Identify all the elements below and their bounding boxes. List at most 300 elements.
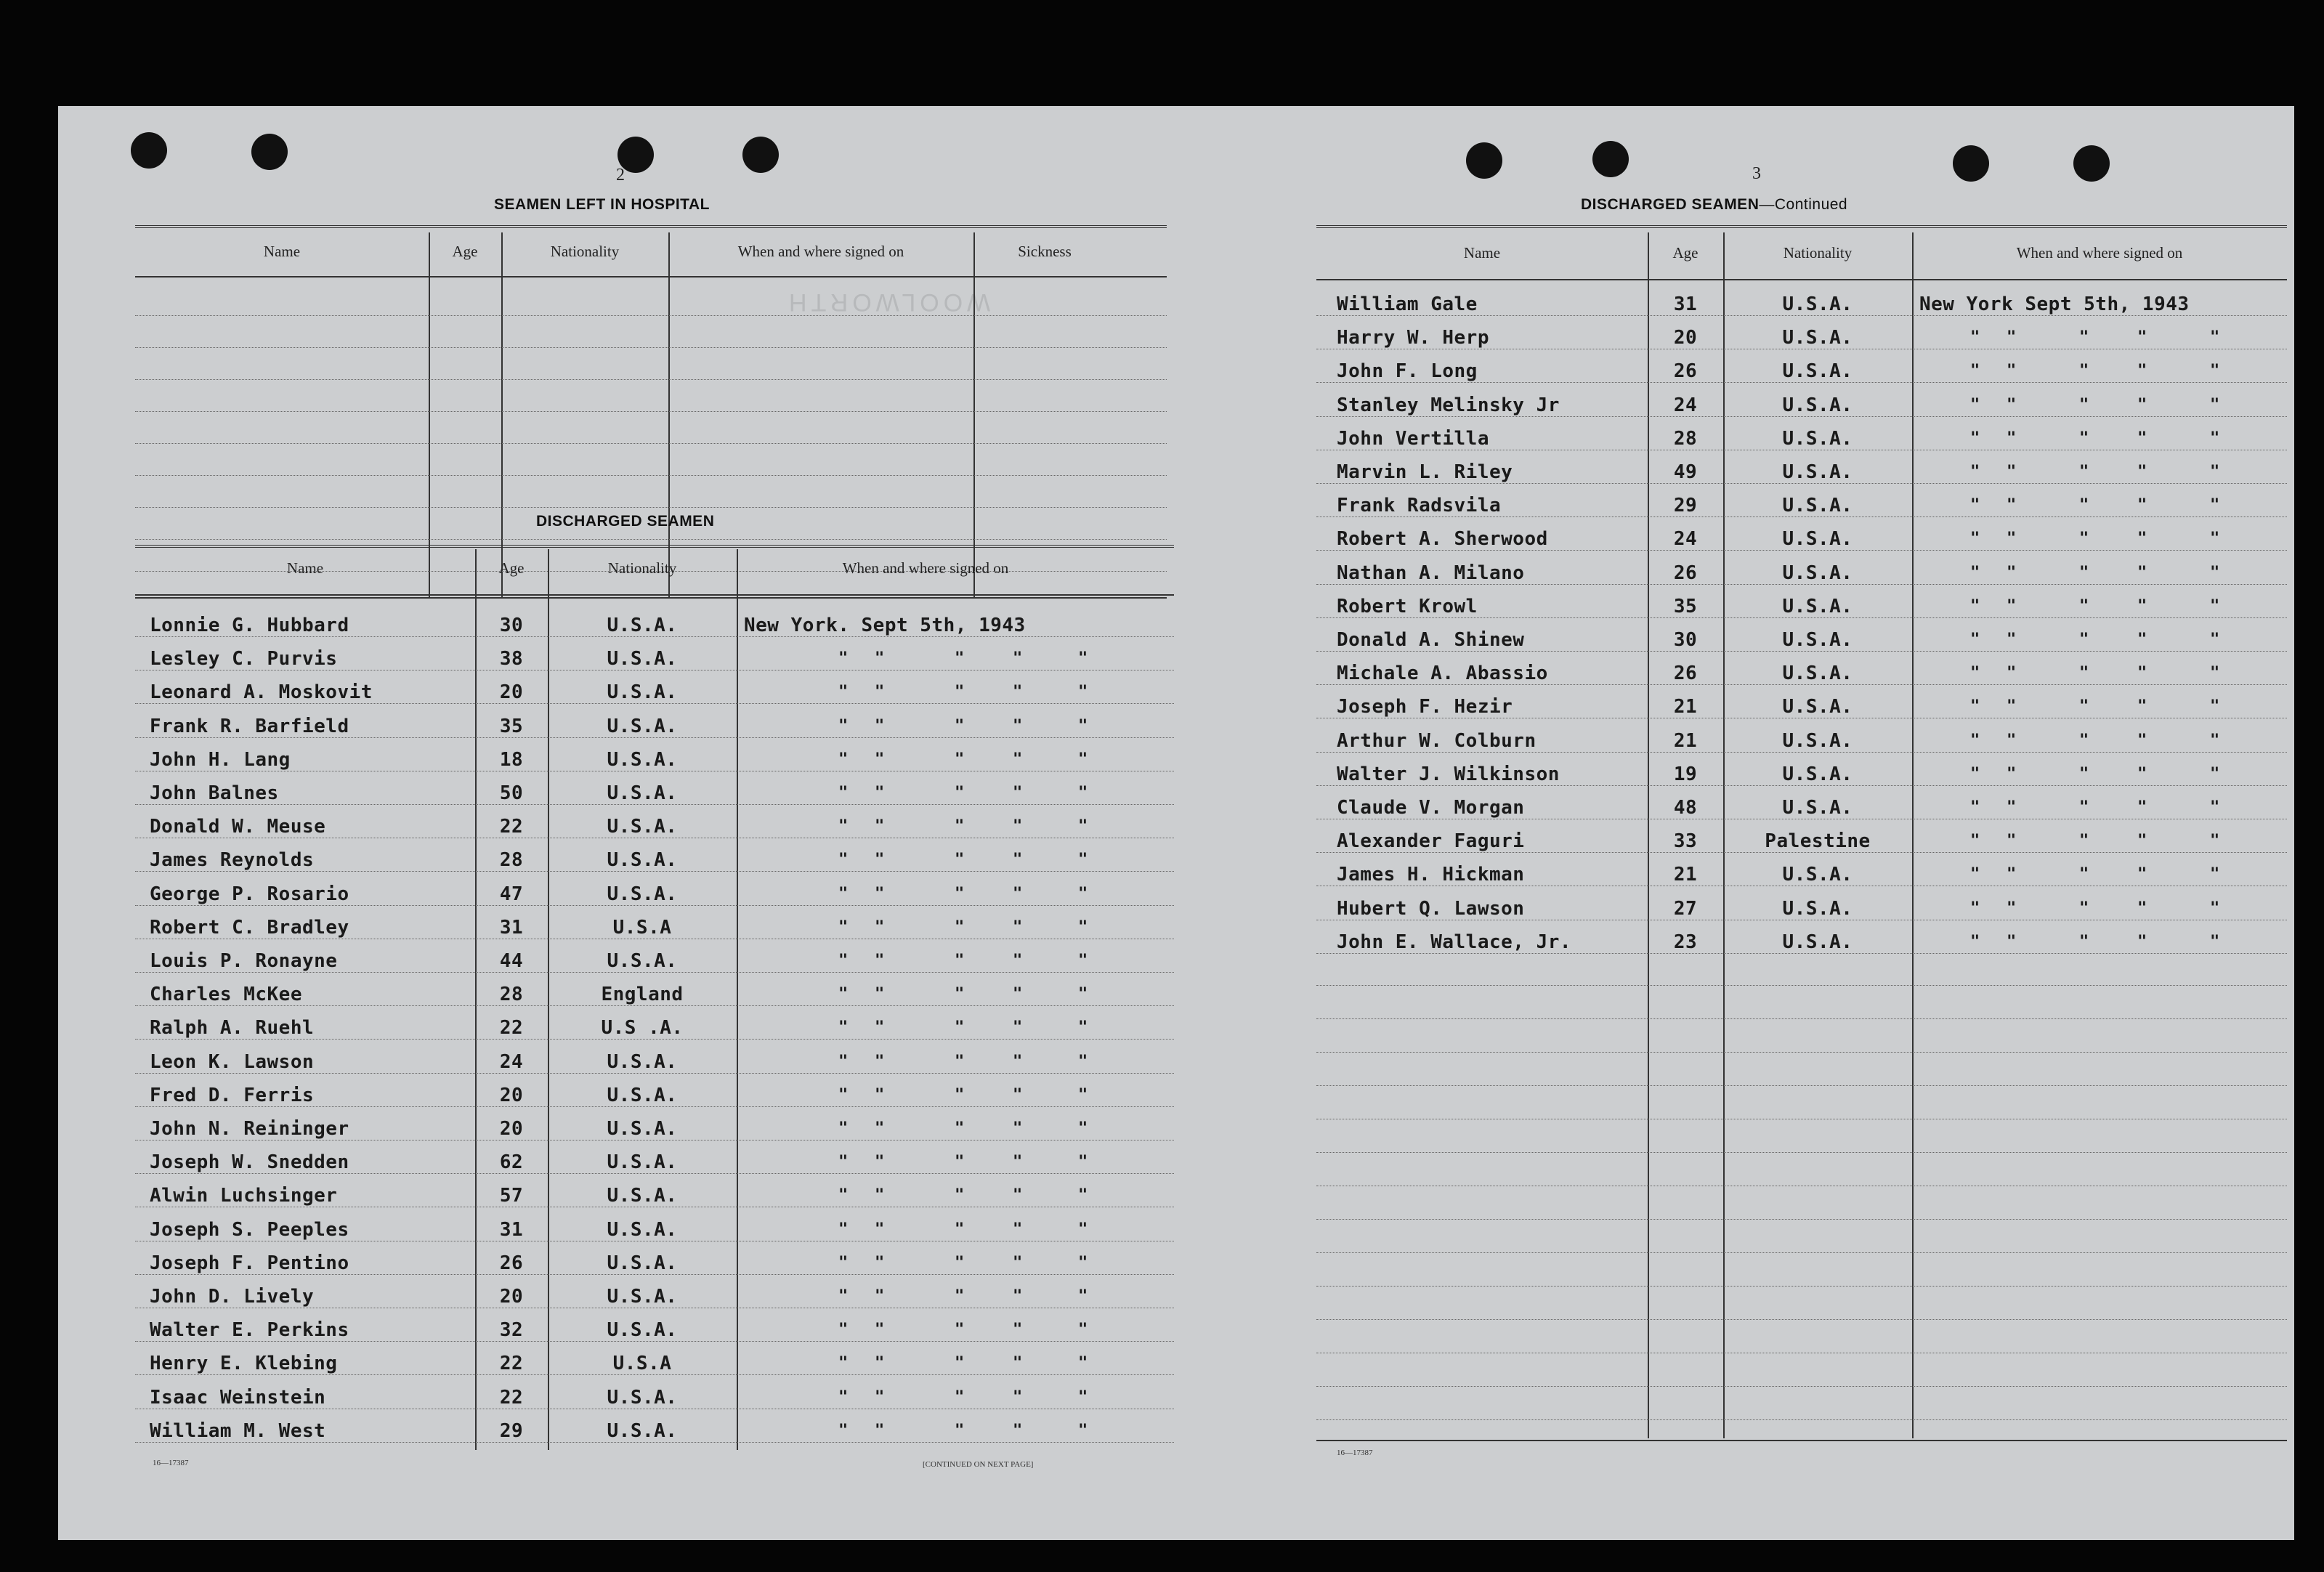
seaman-nationality: U.S.A. [1782,562,1853,584]
column-header-age: Age [452,243,478,260]
ditto-mark: " [1970,764,1980,783]
seaman-age: 24 [1673,528,1698,551]
seaman-nationality: U.S.A. [607,681,678,704]
ditto-mark: " [1970,731,1980,750]
ditto-mark: " [875,1387,885,1406]
ditto-mark: " [875,784,885,802]
ditto-mark: " [2007,631,2017,649]
row-rule [1316,953,2287,954]
seaman-age: 35 [1673,595,1698,617]
ditto-mark: " [1013,649,1023,668]
ditto-mark: " [2079,563,2089,582]
seaman-age: 31 [499,916,524,939]
ditto-mark: " [2137,932,2147,951]
seaman-name: Joseph S. Peeples [150,1218,349,1241]
seaman-nationality: U.S.A [612,1353,672,1375]
ditto-mark: " [2137,899,2147,917]
ditto-mark: " [2210,463,2220,481]
row-rule [1316,684,2287,685]
seaman-name: John H. Lang [150,748,291,771]
seaman-nationality: U.S.A. [1782,763,1853,785]
table-top-rule [135,545,1174,548]
seaman-nationality: U.S.A. [607,1252,678,1274]
ditto-mark: " [2210,664,2220,683]
ditto-mark: " [1013,750,1023,769]
seaman-nationality: U.S.A. [607,1286,678,1308]
ditto-mark: " [1970,832,1980,851]
ditto-mark: " [875,1186,885,1205]
ditto-mark: " [1013,884,1023,903]
seaman-age: 20 [499,1084,524,1106]
seaman-nationality: U.S .A. [601,1017,684,1040]
ditto-mark: " [2007,664,2017,683]
ditto-mark: " [2079,899,2089,917]
seaman-age: 62 [499,1151,524,1174]
ditto-mark: " [2079,328,2089,347]
blank-row-rule [135,411,1167,412]
row-rule [135,871,1174,872]
seaman-nationality: U.S.A. [1782,729,1853,752]
column-header-nationality: Nationality [1783,244,1853,262]
column-divider [973,232,975,599]
row-rule [135,1274,1174,1275]
ditto-mark: " [955,952,965,970]
ditto-mark: " [1078,851,1088,870]
ditto-mark: " [2210,362,2220,381]
blank-row-rule [135,379,1167,380]
seaman-name: Marvin L. Riley [1337,461,1513,483]
ditto-mark: " [955,985,965,1004]
ditto-mark: " [1078,1354,1088,1373]
seaman-age: 49 [1673,461,1698,483]
ditto-mark: " [838,1085,849,1104]
page-title [1581,196,1847,214]
ditto-mark: " [838,649,849,668]
ditto-mark: " [838,1387,849,1406]
ditto-mark: " [2007,798,2017,817]
seaman-nationality: U.S.A. [1782,931,1853,953]
row-rule [135,1442,1174,1443]
seaman-age: 23 [1673,931,1698,953]
ditto-mark: " [2137,631,2147,649]
ditto-mark: " [875,1321,885,1340]
ditto-mark: " [1013,1153,1023,1172]
row-rule [1316,315,2287,316]
seaman-nationality: U.S.A. [1782,528,1853,551]
seaman-age: 28 [1673,427,1698,450]
ditto-mark: " [955,884,965,903]
ditto-mark: " [955,1321,965,1340]
seaman-nationality: U.S.A. [1782,797,1853,819]
column-divider [1912,232,1914,1438]
ditto-mark: " [2079,496,2089,515]
ditto-mark: " [2210,865,2220,884]
blank-row-rule [1316,1386,2287,1387]
seaman-name: George P. Rosario [150,883,349,905]
ditto-mark: " [1013,1287,1023,1305]
seaman-nationality: U.S.A. [1782,663,1853,685]
ditto-mark: " [2137,764,2147,783]
ditto-mark: " [838,1253,849,1272]
seaman-name: Frank R. Barfield [150,715,349,737]
ditto-mark: " [2210,530,2220,548]
ditto-mark: " [2137,731,2147,750]
seaman-name: William Gale [1337,293,1478,315]
ditto-mark: " [1013,1018,1023,1037]
column-header-age: Age [498,559,525,577]
ditto-mark: " [955,1018,965,1037]
header-rule [135,276,1167,277]
seaman-age: 21 [1673,729,1698,752]
seaman-age: 28 [499,984,524,1006]
row-rule [135,1374,1174,1375]
seaman-name: Robert Krowl [1337,595,1478,617]
ditto-mark: " [2210,596,2220,615]
seaman-name: Henry E. Klebing [150,1353,338,1375]
ditto-mark: " [2210,328,2220,347]
seaman-age: 57 [499,1185,524,1207]
ditto-mark: " [838,1052,849,1071]
row-rule [135,737,1174,738]
ditto-mark: " [2007,764,2017,783]
ditto-mark: " [838,917,849,936]
ditto-mark: " [1078,817,1088,836]
row-rule [135,636,1174,637]
seaman-age: 18 [499,748,524,771]
ditto-mark: " [1013,1253,1023,1272]
ditto-mark: " [875,1354,885,1373]
ditto-mark: " [875,1119,885,1138]
seaman-name: Isaac Weinstein [150,1386,326,1409]
page-title-main: DISCHARGED SEAMEN [1581,196,1760,213]
ditto-mark: " [2079,731,2089,750]
discharged-section-title: DISCHARGED SEAMEN [536,513,715,530]
ditto-mark: " [1970,463,1980,481]
seaman-nationality: U.S.A. [607,1118,678,1140]
ditto-mark: " [2079,664,2089,683]
seaman-age: 26 [1673,562,1698,584]
ditto-mark: " [955,851,965,870]
seaman-age: 20 [499,1286,524,1308]
ditto-mark: " [875,1287,885,1305]
seaman-nationality: U.S.A. [607,1050,678,1073]
ditto-mark: " [2210,395,2220,414]
ditto-mark: " [838,683,849,702]
seaman-name: Donald W. Meuse [150,816,326,838]
seaman-age: 32 [499,1319,524,1342]
ditto-mark: " [2007,563,2017,582]
ditto-mark: " [875,851,885,870]
blank-row-rule [1316,1219,2287,1220]
seaman-nationality: England [601,984,684,1006]
row-rule [135,1005,1174,1006]
row-rule [1316,483,2287,484]
ditto-mark: " [2007,697,2017,716]
seaman-age: 22 [499,1386,524,1409]
blank-row-rule [1316,985,2287,986]
row-rule [135,1073,1174,1074]
ditto-mark: " [875,1085,885,1104]
column-header-nationality: Nationality [550,243,620,260]
seaman-name: Leonard A. Moskovit [150,681,373,704]
seaman-nationality: U.S.A. [1782,629,1853,651]
seaman-nationality: U.S.A. [607,782,678,804]
table-bottom-rule [1316,1440,2287,1441]
ditto-mark: " [1078,1052,1088,1071]
seaman-name: Charles McKee [150,984,302,1006]
ditto-mark: " [955,1085,965,1104]
ditto-mark: " [2210,899,2220,917]
seaman-age: 24 [1673,394,1698,416]
seaman-age: 29 [499,1419,524,1442]
ditto-mark: " [2079,429,2089,447]
seaman-name: John D. Lively [150,1286,315,1308]
seaman-name: Alexander Faguri [1337,830,1525,853]
ditto-mark: " [1078,1287,1088,1305]
seaman-nationality: U.S.A. [1782,461,1853,483]
ditto-mark: " [1078,1421,1088,1440]
seaman-age: 19 [1673,763,1698,785]
seaman-nationality: U.S.A. [607,1218,678,1241]
seaman-name: John E. Wallace, Jr. [1337,931,1572,953]
ditto-mark: " [2137,496,2147,515]
seaman-name: John F. Long [1337,360,1478,383]
row-rule [135,804,1174,805]
blank-row-rule [1316,1085,2287,1086]
ditto-mark: " [1078,784,1088,802]
blank-row-rule [1316,1319,2287,1320]
table-top-rule [1316,225,2287,228]
ditto-mark: " [1970,798,1980,817]
seaman-name: William M. West [150,1419,326,1442]
ditto-mark: " [1013,1085,1023,1104]
ditto-mark: " [1013,1387,1023,1406]
seaman-age: 38 [499,648,524,670]
seaman-name: Harry W. Herp [1337,327,1489,349]
seaman-age: 20 [1673,327,1698,349]
blank-row-rule [1316,1252,2287,1253]
seaman-age: 35 [499,715,524,737]
seaman-name: Robert C. Bradley [150,916,349,939]
ditto-mark: " [838,1018,849,1037]
ditto-mark: " [2137,362,2147,381]
ditto-mark: " [2007,328,2017,347]
ditto-mark: " [875,884,885,903]
ditto-mark: " [955,683,965,702]
ditto-mark: " [1013,1354,1023,1373]
blank-row-rule [135,443,1167,444]
ditto-mark: " [2210,563,2220,582]
ditto-mark: " [875,683,885,702]
row-rule [1316,382,2287,383]
seaman-name: Michale A. Abassio [1337,663,1548,685]
column-header-signed-on: When and where signed on [737,243,904,260]
seaman-name: Hubert Q. Lawson [1337,897,1525,920]
ditto-mark: " [1970,496,1980,515]
seaman-nationality: U.S.A. [607,883,678,905]
seaman-name: Louis P. Ronayne [150,950,338,972]
ditto-mark: " [838,851,849,870]
row-rule [1316,416,2287,417]
seaman-name: Claude V. Morgan [1337,797,1525,819]
ditto-mark: " [1970,429,1980,447]
ditto-mark: " [2079,932,2089,951]
ditto-mark: " [1078,1253,1088,1272]
row-rule [135,1106,1174,1107]
row-rule [135,1341,1174,1342]
ditto-mark: " [838,1321,849,1340]
row-rule [135,703,1174,704]
ditto-mark: " [875,750,885,769]
seaman-nationality: U.S.A. [1782,495,1853,517]
ditto-mark: " [1078,649,1088,668]
column-header-signed-on: When and where signed on [2016,244,2183,262]
ditto-mark: " [2007,429,2017,447]
ditto-mark: " [2137,664,2147,683]
row-rule [135,1039,1174,1040]
column-divider [429,232,430,599]
seaman-nationality: U.S.A. [607,1386,678,1409]
header-rule [1316,279,2287,280]
ditto-mark: " [2079,395,2089,414]
ditto-mark: " [1970,395,1980,414]
ditto-mark: " [2007,496,2017,515]
ditto-mark: " [2210,697,2220,716]
ditto-mark: " [2079,631,2089,649]
seaman-nationality: U.S.A. [607,748,678,771]
seaman-name: Ralph A. Ruehl [150,1017,315,1040]
ditto-mark: " [1078,1321,1088,1340]
seaman-nationality: U.S.A. [607,648,678,670]
seaman-age: 24 [499,1050,524,1073]
ditto-mark: " [875,1253,885,1272]
seaman-name: Fred D. Ferris [150,1084,315,1106]
seaman-age: 21 [1673,864,1698,886]
ditto-mark: " [955,1220,965,1239]
seaman-name: John N. Reininger [150,1118,349,1140]
ditto-mark: " [1078,1186,1088,1205]
seaman-nationality: U.S.A. [607,849,678,872]
ditto-mark: " [1970,664,1980,683]
ditto-mark: " [1013,1052,1023,1071]
ditto-mark: " [2007,865,2017,884]
ditto-mark: " [955,1052,965,1071]
signed-on-value: New York Sept 5th, 1943 [1919,293,2190,315]
ditto-mark: " [1970,596,1980,615]
seaman-nationality: U.S.A. [1782,427,1853,450]
header-rule [135,594,1174,596]
column-divider [668,232,670,599]
ditto-mark: " [2079,362,2089,381]
ditto-mark: " [2007,395,2017,414]
seaman-age: 22 [499,1017,524,1040]
ditto-mark: " [1013,985,1023,1004]
ditto-mark: " [875,1018,885,1037]
blank-row-rule [1316,1286,2287,1287]
ditto-mark: " [1078,716,1088,735]
page-title-suffix: —Continued [1759,196,1848,213]
seaman-age: 20 [499,1118,524,1140]
ditto-mark: " [875,985,885,1004]
seaman-nationality: U.S.A. [1782,864,1853,886]
ditto-mark: " [1078,1085,1088,1104]
ditto-mark: " [2007,596,2017,615]
ditto-mark: " [1970,362,1980,381]
column-divider [737,549,738,1450]
ditto-mark: " [875,1153,885,1172]
ditto-mark: " [1013,784,1023,802]
row-rule [1316,550,2287,551]
ditto-mark: " [2079,697,2089,716]
left-page [58,106,1191,1540]
seaman-name: Frank Radsvila [1337,495,1502,517]
ditto-mark: " [1970,328,1980,347]
seaman-name: Lonnie G. Hubbard [150,615,349,636]
ditto-mark: " [955,1287,965,1305]
ditto-mark: " [1970,865,1980,884]
ditto-mark: " [1970,932,1980,951]
column-header-name: Name [286,559,324,577]
ditto-mark: " [875,716,885,735]
row-rule [1316,785,2287,786]
seaman-name: Walter J. Wilkinson [1337,763,1560,785]
seaman-age: 31 [1673,293,1698,315]
column-header-sickness: Sickness [1018,243,1072,260]
row-rule [1316,584,2287,585]
seaman-nationality: U.S.A. [607,816,678,838]
ditto-mark: " [1013,1321,1023,1340]
ditto-mark: " [2210,764,2220,783]
row-rule [135,972,1174,973]
ditto-mark: " [2210,631,2220,649]
seaman-name: Arthur W. Colburn [1337,729,1536,752]
ditto-mark: " [1078,750,1088,769]
ditto-mark: " [1078,917,1088,936]
seaman-name: Nathan A. Milano [1337,562,1525,584]
ditto-mark: " [1970,563,1980,582]
seaman-nationality: U.S.A. [607,1319,678,1342]
seaman-nationality: U.S.A. [607,1084,678,1106]
ditto-mark: " [838,784,849,802]
ditto-mark: " [1078,952,1088,970]
seaman-nationality: U.S.A. [607,715,678,737]
ditto-mark: " [838,1421,849,1440]
ditto-mark: " [1970,530,1980,548]
seaman-age: 26 [1673,360,1698,383]
ditto-mark: " [875,649,885,668]
ditto-mark: " [2079,530,2089,548]
ditto-mark: " [1013,1421,1023,1440]
ditto-mark: " [1013,1220,1023,1239]
ditto-mark: " [2079,463,2089,481]
blank-row-rule [1316,1018,2287,1019]
ditto-mark: " [955,1253,965,1272]
seaman-age: 22 [499,1353,524,1375]
ditto-mark: " [2137,798,2147,817]
ditto-mark: " [955,1421,965,1440]
column-header-age: Age [1672,244,1699,262]
ditto-mark: " [1078,884,1088,903]
table-bottom-rule [135,597,1167,599]
ditto-mark: " [1078,1220,1088,1239]
ditto-mark: " [2137,429,2147,447]
column-header-nationality: Nationality [607,559,677,577]
ditto-mark: " [838,985,849,1004]
ditto-mark: " [1970,697,1980,716]
ditto-mark: " [1013,817,1023,836]
column-header-name: Name [263,243,301,260]
ditto-mark: " [838,952,849,970]
